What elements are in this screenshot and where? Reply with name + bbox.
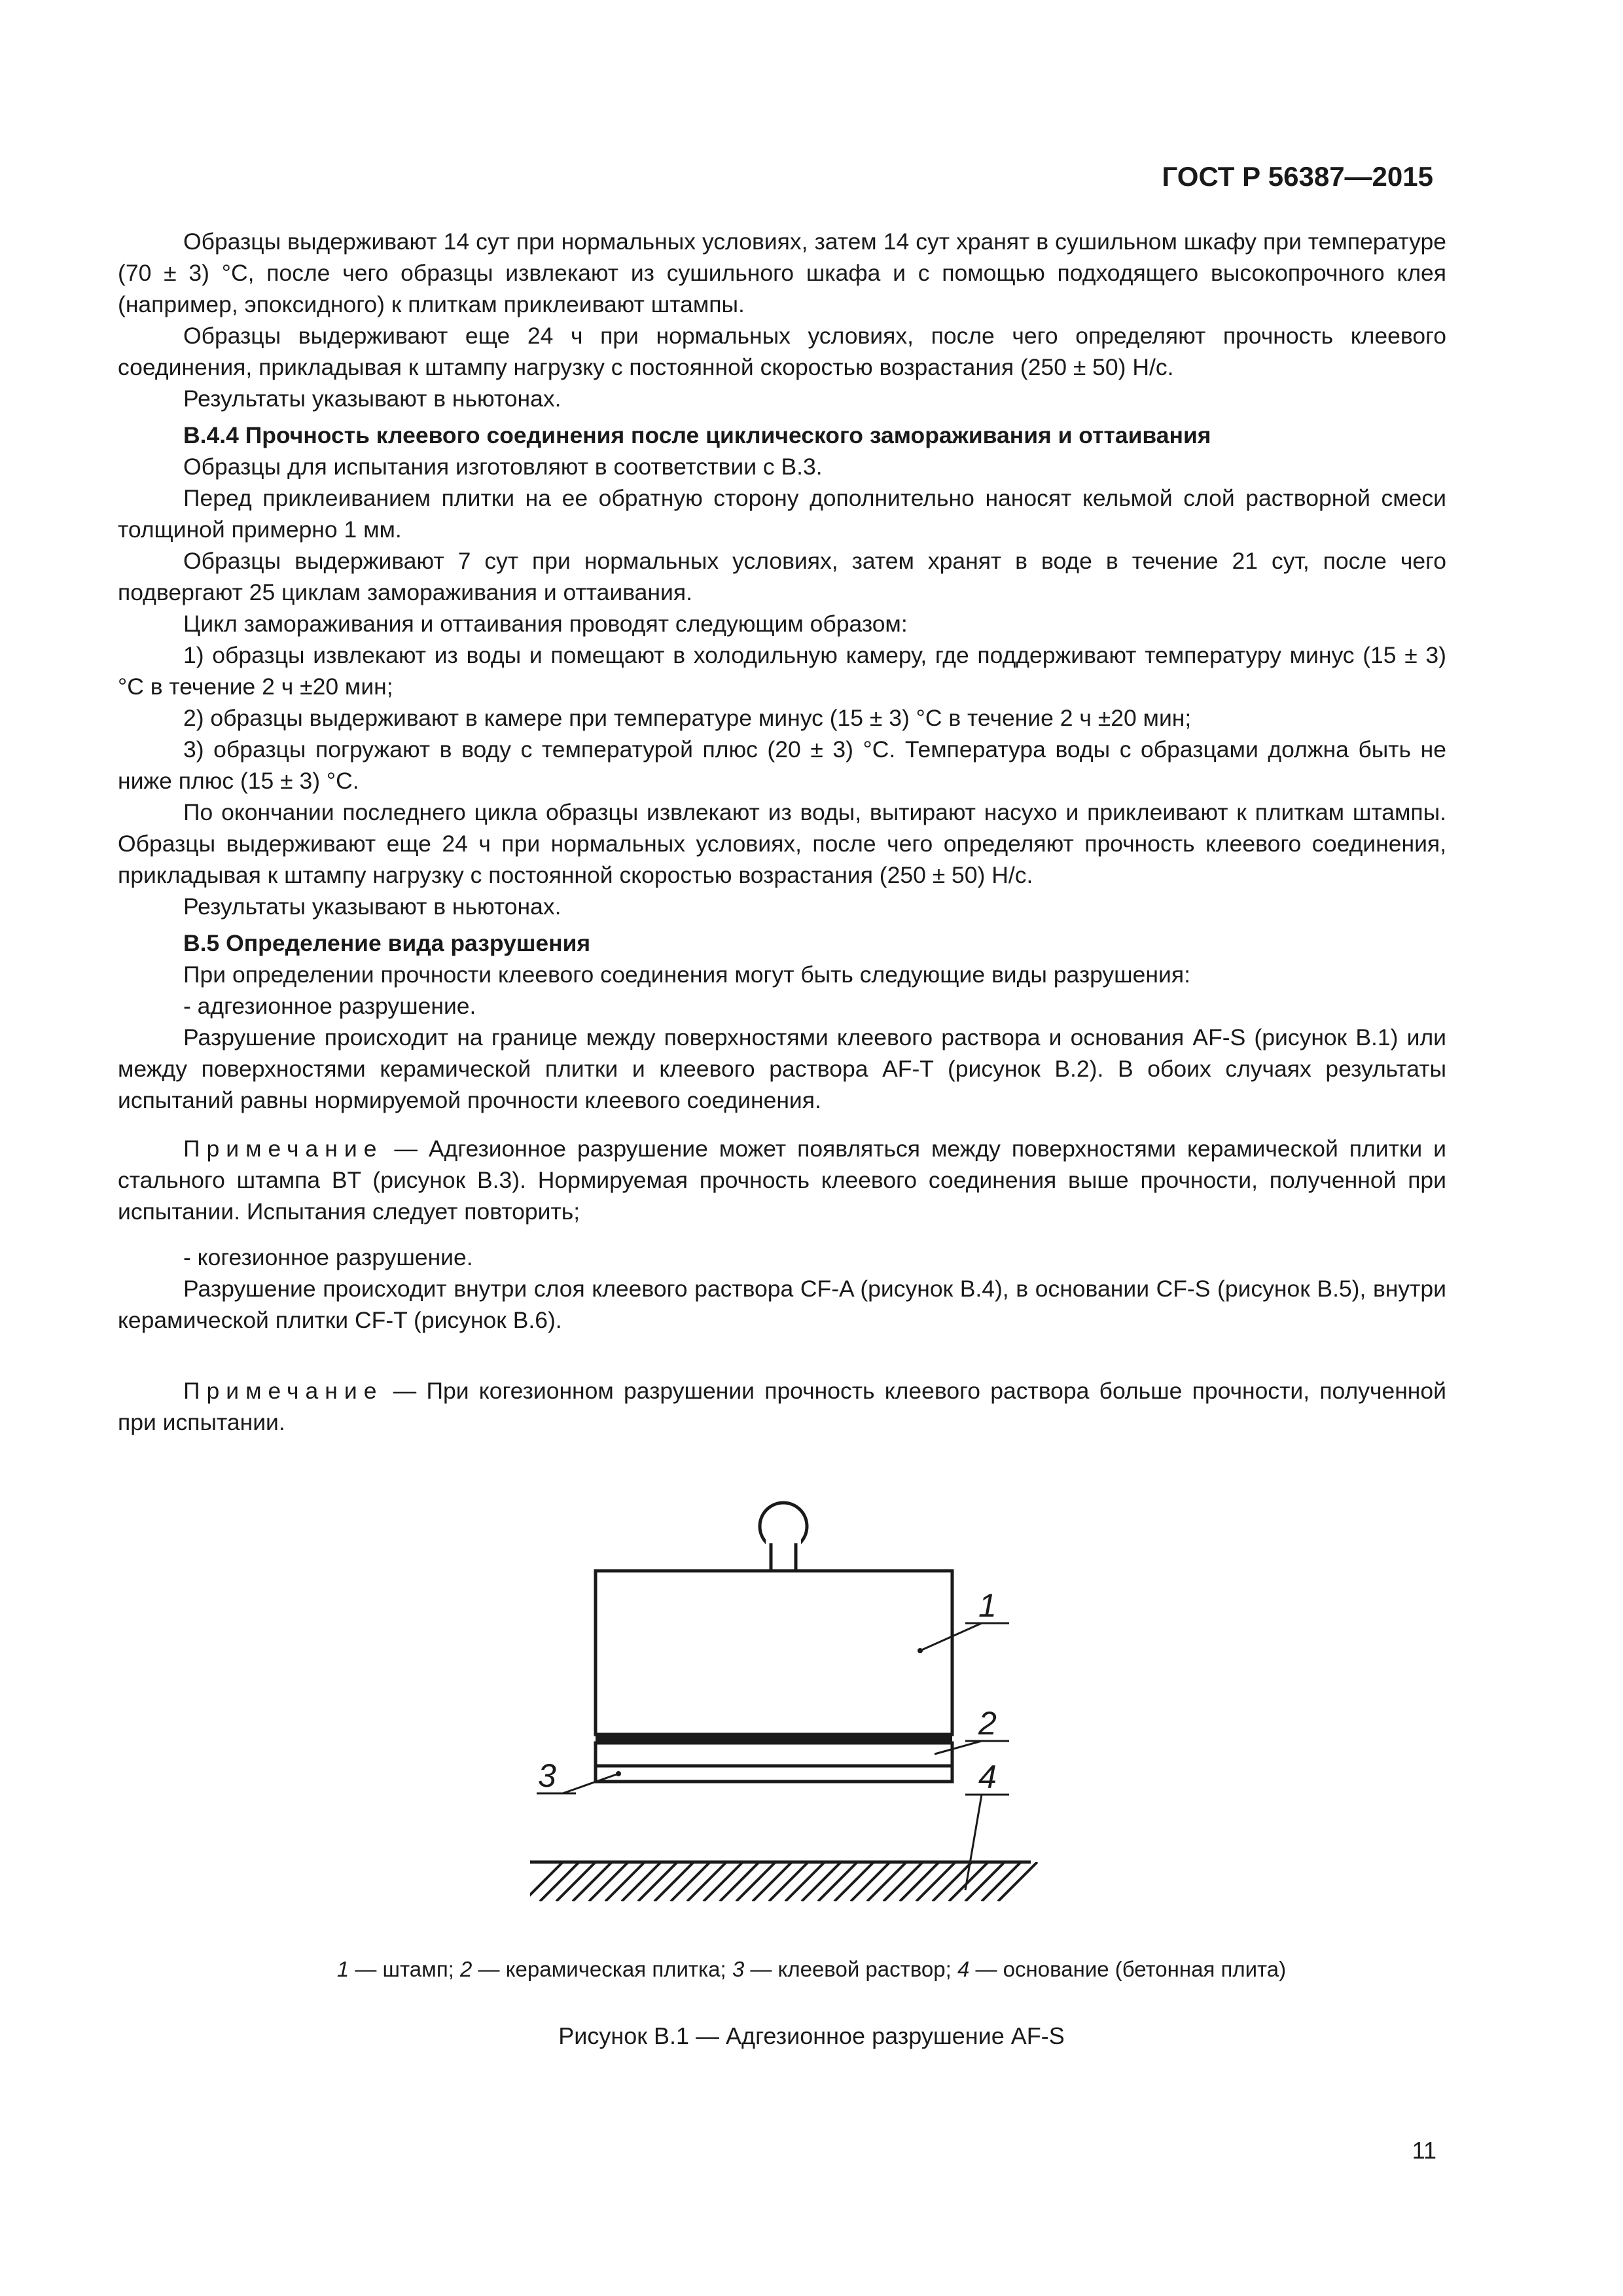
stamp-block	[596, 1571, 952, 1734]
paragraph: - когезионное разрушение.	[183, 1244, 473, 1270]
paragraph: Разрушение происходит внутри слоя клеевого раствора CF-A (рисунок В.4), в основании CF-S (рисунок В.5), внутри керамической плитки CF-T (рисунок В.6).	[118, 1276, 1446, 1333]
paragraph: По окончании последнего цикла образцы извлекают из воды, вытирают насухо и приклеивают к плиткам штампы. Образцы выдерживают еще 24 ч при нормальных условиях, после чего определяют прочность клеевого соединения, прикладывая к штампу нагрузку с постоянной скоростью возрастания (250 ± 50) Н/с.	[118, 799, 1446, 888]
stamp-knob	[760, 1503, 807, 1571]
leader-1	[918, 1623, 1009, 1653]
paragraph: - адгезионное разрушение.	[183, 993, 476, 1019]
note-text: — При когезионном разрушении прочность клеевого раствора больше прочности, полученной при испытании.	[118, 1378, 1446, 1435]
legend-text: — основание (бетонная плита)	[969, 1957, 1287, 1981]
section-heading-b44: В.4.4 Прочность клеевого соединения после циклического замораживания и оттаивания	[183, 422, 1211, 448]
section-heading-b5: В.5 Определение вида разрушения	[183, 930, 591, 956]
note-label: Примечание	[183, 1378, 383, 1404]
paragraph: Образцы для испытания изготовляют в соответствии с В.3.	[183, 454, 823, 480]
legend-num: 2	[460, 1957, 473, 1981]
figure-legend	[0, 1957, 1623, 1982]
list-item: 3) образцы погружают в воду с температурой плюс (20 ± 3) °С. Температура воды с образцами должна быть не ниже плюс (15 ± 3) °С.	[118, 736, 1446, 794]
legend-text: — штамп;	[349, 1957, 461, 1981]
paragraph: При определении прочности клеевого соединения могут быть следующие виды разрушения:	[183, 961, 1190, 988]
note-1	[118, 1133, 1446, 1227]
paragraph: Цикл замораживания и оттаивания проводят следующим образом:	[183, 611, 908, 637]
label-3: 3	[538, 1757, 556, 1794]
leader-4	[965, 1795, 1009, 1890]
tile-layer	[596, 1743, 952, 1766]
note-2	[118, 1375, 1446, 1438]
note-text: — Адгезионное разрушение может появляться между поверхностями керамической плитки и стального штампа BT (рисунок В.3). Нормируемая прочность клеевого соединения выше прочности, полученной при испытании. Испытания следует повторить;	[118, 1136, 1446, 1225]
legend-text: — клеевой раствор;	[744, 1957, 957, 1981]
figure-adhesive-failure-diagram	[510, 1479, 1047, 1905]
list-item: 1) образцы извлекают из воды и помещают в холодильную камеру, где поддерживают температуру минус (15 ± 3) °С в течение 2 ч ±20 мин;	[118, 642, 1446, 700]
figure-title: Рисунок В.1 — Адгезионное разрушение AF-S	[558, 2022, 1065, 2049]
label-4: 4	[978, 1759, 997, 1795]
legend-text: — керамическая плитка;	[472, 1957, 732, 1981]
note-label: Примечание	[183, 1136, 383, 1162]
label-2: 2	[978, 1705, 997, 1742]
paragraph: Образцы выдерживают 7 сут при нормальных условиях, затем хранят в воде в течение 21 сут, после чего подвергают 25 циклам замораживания и оттаивания.	[118, 548, 1446, 605]
paragraph: Разрушение происходит на границе между поверхностями клеевого раствора и основания AF-S (рисунок В.1) или между поверхностями керамической плитки и клеевого раствора AF-T (рисунок В.2). В обоих случаях результаты испытаний равны нормируемой прочности клеевого соединения.	[118, 1024, 1446, 1113]
paragraph: Результаты указывают в ньютонах.	[183, 893, 562, 920]
document-body	[118, 226, 1446, 1438]
paragraph: Результаты указывают в ньютонах.	[183, 386, 562, 412]
legend-num: 3	[732, 1957, 745, 1981]
list-item: 2) образцы выдерживают в камере при температуре минус (15 ± 3) °С в течение 2 ч ±20 мин;	[183, 705, 1192, 731]
page-number: 11	[1412, 2137, 1436, 2164]
label-1: 1	[978, 1587, 997, 1624]
paragraph: Перед приклеиванием плитки на ее обратную сторону дополнительно наносят кельмой слой растворной смеси толщиной примерно 1 мм.	[118, 485, 1446, 543]
legend-num: 4	[957, 1957, 970, 1981]
legend-num: 1	[336, 1957, 349, 1981]
paragraph: Образцы выдерживают еще 24 ч при нормальных условиях, после чего определяют прочность клеевого соединения, прикладывая к штампу нагрузку с постоянной скоростью возрастания (250 ± 50) Н/с.	[118, 323, 1446, 380]
base-hatching	[524, 1862, 1037, 1901]
adhesive-layer	[596, 1766, 952, 1782]
document-code-header: ГОСТ Р 56387—2015	[1162, 161, 1433, 192]
paragraph: Образцы выдерживают 14 сут при нормальных условиях, затем 14 сут хранят в сушильном шкафу при температуре (70 ± 3) °С, после чего образцы извлекают из сушильного шкафа и с помощью подходящего высокопрочного клея (например, эпоксидного) к плиткам приклеивают штампы.	[118, 228, 1446, 317]
